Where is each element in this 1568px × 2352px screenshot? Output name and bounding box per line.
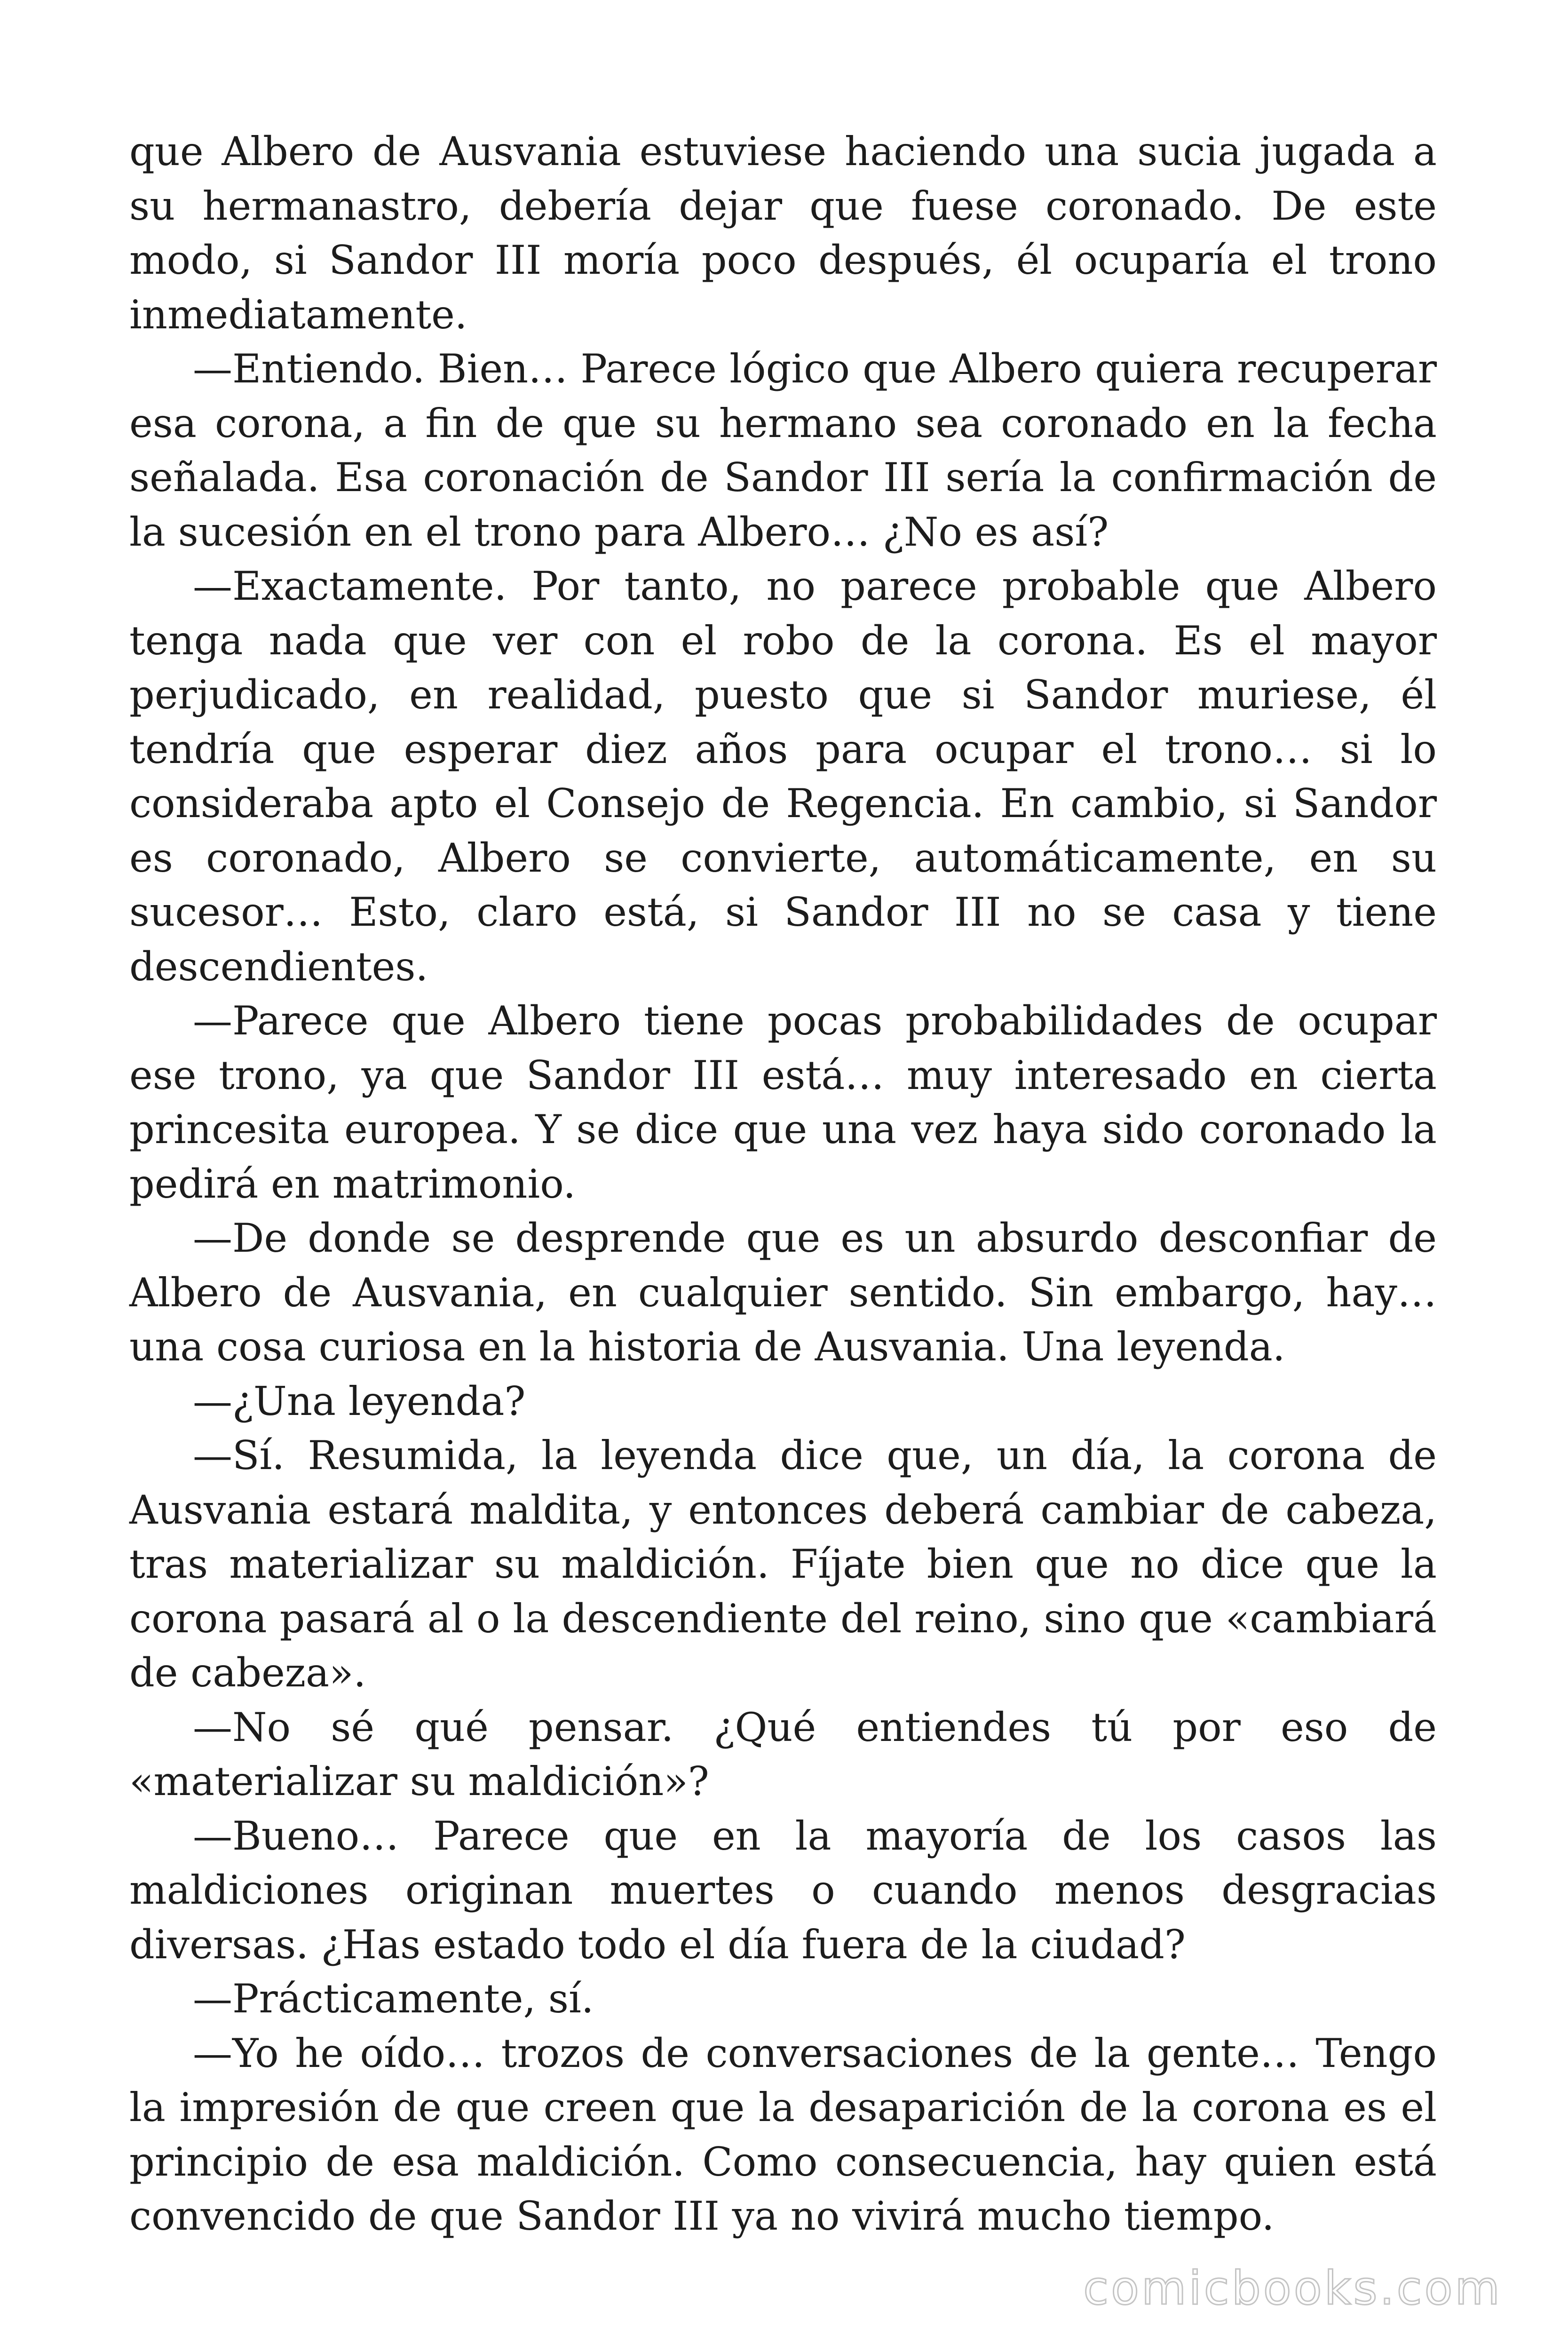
paragraph: —¿Una leyenda? [193, 1378, 526, 1424]
paragraph: —Entiendo. Bien… Parece lógico que Albero quiera recuperar esa corona, a fin de que su hermano sea coronado en la fecha señalada. Esa coronación de Sandor III sería la confirmación de la sucesión en el trono para Albero… ¿No es así? [129, 346, 1437, 555]
paragraph: —Yo he oído… trozos de conversaciones de la gente… Tengo la impresión de que creen que la desaparición de la corona es el principio de esa maldición. Como consecuencia, hay quien está convencido de que Sandor III ya no vivirá mucho tiempo. [129, 2030, 1437, 2239]
paragraph: —Parece que Albero tiene pocas probabilidades de ocupar ese trono, ya que Sandor III está… muy interesado en cierta princesita europea. Y se dice que una vez haya sido coronado la pedirá en matrimonio. [129, 998, 1437, 1207]
paragraph: —Sí. Resumida, la leyenda dice que, un día, la corona de Ausvania estará maldita, y entonces deberá cambiar de cabeza, tras materializar su maldición. Fíjate bien que no dice que la corona pasará al o la descendiente del reino, sino que «cambiará de cabeza». [129, 1432, 1437, 1696]
paragraph: —Exactamente. Por tanto, no parece probable que Albero tenga nada que ver con el robo de la corona. Es el mayor perjudicado, en realidad, puesto que si Sandor muriese, él tendría que esperar diez años para ocupar el trono… si lo consideraba apto el Consejo de Regencia. En cambio, si Sandor es coronado, Albero se convierte, automáticamente, en su sucesor… Esto, claro está, si Sandor III no se casa y tiene descendientes. [129, 563, 1437, 990]
body-text [129, 125, 1437, 2244]
watermark: comicbooks.com [1083, 2262, 1502, 2315]
paragraph: que Albero de Ausvania estuviese haciendo una sucia jugada a su hermanastro, debería dejar que fuese coronado. De este modo, si Sandor III moría poco después, él ocuparía el trono inmediatamente. [129, 128, 1437, 338]
paragraph: —Prácticamente, sí. [193, 1976, 594, 2022]
paragraph: —De donde se desprende que es un absurdo desconfiar de Albero de Ausvania, en cualquier sentido. Sin embargo, hay… una cosa curiosa en la historia de Ausvania. Una leyenda. [129, 1215, 1437, 1370]
paragraph: —Bueno… Parece que en la mayoría de los casos las maldiciones originan muertes o cuando menos desgracias diversas. ¿Has estado todo el día fuera de la ciudad? [129, 1812, 1437, 1968]
paragraph: —No sé qué pensar. ¿Qué entiendes tú por eso de «materializar su maldición»? [129, 1704, 1437, 1804]
